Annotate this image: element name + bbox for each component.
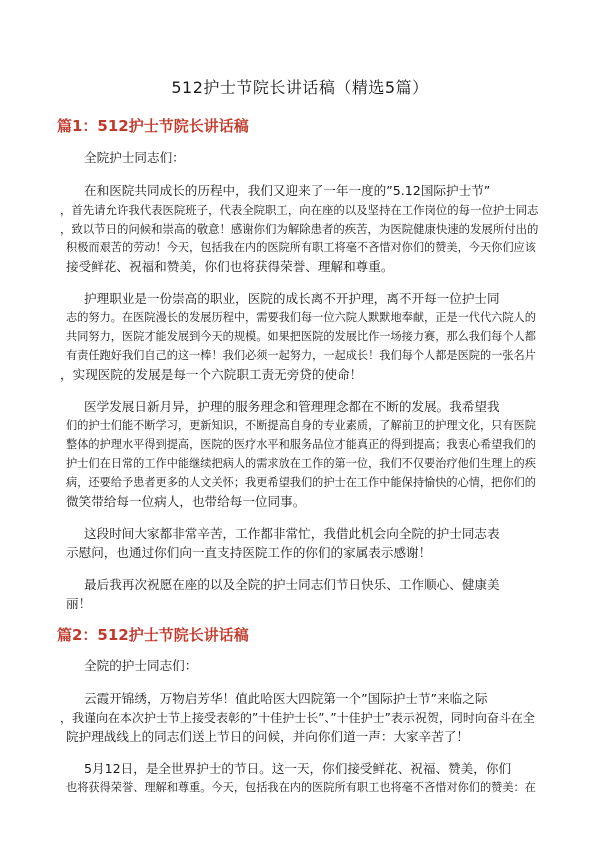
section-1-line: 积极而艰苦的劳动！今天，包括我在内的医院所有职工将毫不吝惜对你们的赞美，今天你们应该 xyxy=(66,241,536,254)
document-title: 512护士节院长讲话稿（精选5篇） xyxy=(171,78,429,97)
section-2-line: 5月12日，是全世界护士的节日。这一天，你们接受鲜花、祝福、赞美，你们 xyxy=(84,761,512,776)
section-1-line: 整体的护理水平得到提高，医院的医疗水平和服务品位才能真正的得到提高；我衷心希望我们的 xyxy=(66,438,536,451)
section-1-line: 护士们在日常的工作中能继续把病人的需求放在工作的第一位，我们不仅要治疗他们生理上的疾 xyxy=(66,457,536,470)
section-2-line: 院护理战线上的同志们送上节日的问候，并向你们道一声：大家辛苦了！ xyxy=(66,729,469,744)
section-1-line: 这段时间大家都非常辛苦，工作都非常忙，我借此机会向全院的护士同志表 xyxy=(84,526,500,541)
section-1-line: 共同努力，医院才能发展到今天的规模。如果把医院的发展比作一场接力赛，那么我们每个人都 xyxy=(66,330,536,343)
section-1-line: 们的护士们能不断学习，更新知识，不断提高自身的专业素质，了解前卫的护理文化，只有医院 xyxy=(66,419,536,432)
section-1-line: 丽！ xyxy=(66,596,92,611)
section-1-line: ，实现医院的发展是每一个六院职工责无旁贷的使命！ xyxy=(60,367,363,382)
section-1-heading: 篇1：512护士节院长讲话稿 xyxy=(57,117,249,135)
section-1-line: ，致以节日的问候和崇高的敬意！感谢你们为解除患者的疾苦，为医院健康快速的发展所付出的 xyxy=(60,222,539,236)
section-1-line: 有责任跑好我们自己的这一棒！我们必须一起努力，一起成长！我们每个人都是医院的一张名片 xyxy=(66,349,536,362)
section-1-line: ，首先请允许我代表医院班子，代表全院职工，向在座的以及坚持在工作岗位的每一位护士同志 xyxy=(60,203,539,217)
section-1-line: 护理职业是一份崇高的职业，医院的成长离不开护理，离不开每一位护士同 xyxy=(84,291,500,306)
section-1-line: 最后我再次祝愿在座的以及全院的护士同志们节日快乐、工作顺心、健康美 xyxy=(84,577,500,592)
section-1-line: 接受鲜花、祝福和赞美，你们也将获得荣誉、理解和尊重。 xyxy=(66,259,394,274)
section-2-line: 全院的护士同志们： xyxy=(84,658,198,673)
section-2-line: ，我谨向在本次护士节上接受表彰的”十佳护士长”、”十佳护士”表示祝贺，同时向奋斗在全 xyxy=(60,711,535,725)
section-2-line: 云霞开锦绣，万物启芳华！值此哈医大四院第一个”国际护士节”来临之际 xyxy=(84,691,488,706)
section-1-line: 医学发展日新月异，护理的服务理念和管理理念都在不断的发展。我希望我 xyxy=(84,399,500,414)
section-1-line: 志的努力。在医院漫长的发展历程中，需要我们每一位六院人默默地奉献，正是一代代六院人的 xyxy=(66,311,536,324)
section-1-line: 全院护士同志们： xyxy=(84,150,185,165)
section-1-line: 微笑带给每一位病人，也带给每一位同事。 xyxy=(66,494,306,509)
section-1-line: 在和医院共同成长的历程中，我们又迎来了一年一度的”5.12国际护士节” xyxy=(84,183,491,198)
section-2-heading: 篇2：512护士节院长讲话稿 xyxy=(57,626,249,644)
section-2-line: 也将获得荣誉、理解和尊重。今天，包括我在内的医院所有职工也将毫不吝惜对你们的赞美：在 xyxy=(66,781,536,794)
section-1-line: 病，还要给予患者更多的人文关怀；我更希望我们的护士在工作中能保持愉快的心情，把你们的 xyxy=(66,476,536,489)
section-1-line: 示慰问，也通过你们向一直支持医院工作的你们的家属表示感谢！ xyxy=(66,545,432,560)
